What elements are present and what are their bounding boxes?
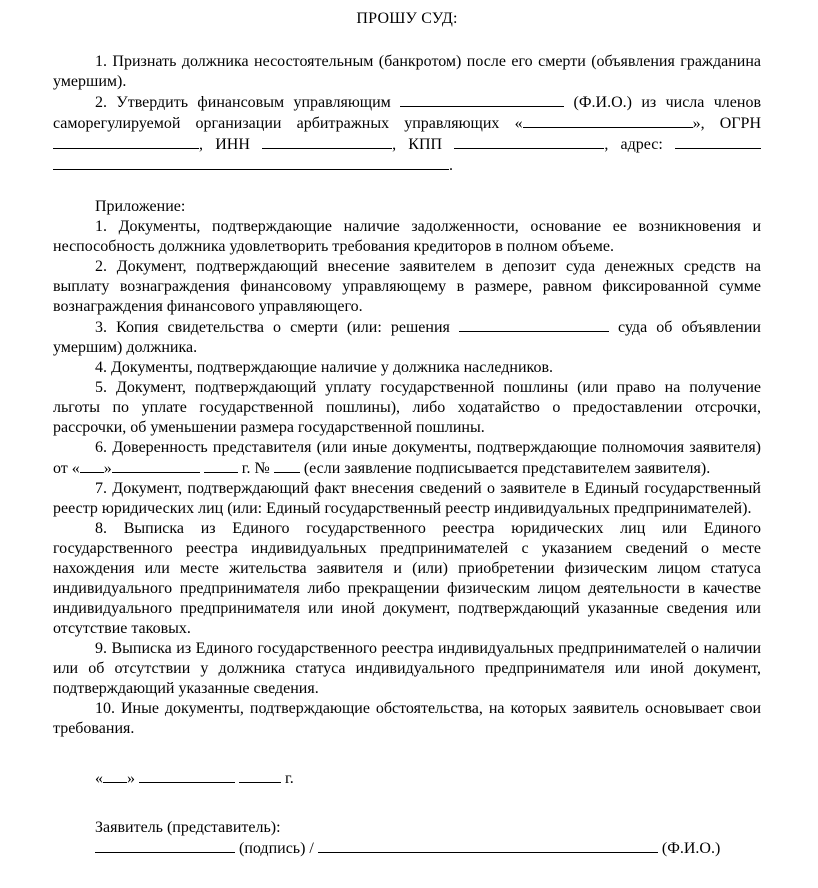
manager-name-blank[interactable] (400, 92, 564, 107)
request-item-2-text-g: . (449, 157, 453, 174)
signature-blank[interactable] (95, 838, 235, 853)
appendix-heading: Приложение: (95, 198, 186, 215)
signer-name-blank[interactable] (318, 838, 658, 853)
address-blank-2[interactable] (53, 155, 449, 170)
appendix-item-6 (53, 438, 761, 479)
signature-label: Заявитель (представитель): (95, 819, 281, 836)
poa-month-blank[interactable] (112, 458, 200, 473)
court-decision-blank[interactable] (459, 317, 609, 332)
appendix-item-3 (53, 317, 761, 358)
appendix-item-9: 9. Выписка из Единого государственного реестра индивидуальных предпринимателей о наличии или об отсутствии у должника статуса индивидуального предпринимателя или иной документ, подтверждающий указанные сведения. (53, 640, 761, 697)
appendix-item-10: 10. Иные документы, подтверждающие обстоятельства, на которых заявитель основывает свои требования. (53, 700, 761, 737)
requests-section (53, 52, 761, 176)
appendix-item-3-text-b: суда об объявлении умершим) должника. (53, 319, 761, 356)
address-blank-1[interactable] (675, 134, 761, 149)
appendix-item-6-text-d: (если заявление подписывается представителем заявителя). (303, 460, 711, 477)
ogrn-blank[interactable] (53, 134, 199, 149)
date-month-blank[interactable] (139, 768, 235, 783)
signature-line (53, 838, 761, 859)
appendix-item-6-text-a: 6. Доверенность представителя (или иные документы, подтверждающие полномочия заявителя) от « (53, 439, 761, 477)
request-item-2 (53, 92, 761, 176)
appendix-item-1: 1. Документы, подтверждающие наличие задолженности, основание ее возникновения и неспособность должника удовлетворить требования кредиторов в полном объеме. (53, 218, 761, 255)
appendix-item-2: 2. Документ, подтверждающий внесение заявителем в депозит суда денежных средств на выплату вознаграждения финансовому управляющему в размере, равном фиксированной сумме вознаграждения финансового управляющего. (53, 258, 761, 315)
poa-day-blank[interactable] (80, 458, 104, 473)
poa-number-blank[interactable] (274, 458, 300, 473)
request-item-2-text-c: », ОГРН (692, 115, 761, 132)
document-page (53, 0, 761, 859)
date-open-quote: « (95, 770, 103, 787)
kpp-blank[interactable] (454, 134, 604, 149)
appendix-item-6-text-c: г. № (241, 460, 270, 477)
request-item-2-text-f: , адрес: (604, 136, 663, 153)
appendix-item-3-text-a: 3. Копия свидетельства о смерти (или: решения (95, 319, 450, 336)
inn-blank[interactable] (262, 134, 392, 149)
appendix-item-6-text-b: » (103, 460, 112, 477)
sro-name-blank[interactable] (523, 113, 693, 128)
date-day-blank[interactable] (103, 768, 127, 783)
appendix-item-7: 7. Документ, подтверждающий факт внесения сведений о заявителе в Единый государственный реестр юридических лиц (или: Единый государственный реестр индивидуальных предпринимателей). (53, 480, 761, 517)
appendix-section (53, 197, 761, 739)
document-title: ПРОШУ СУД: (356, 10, 458, 27)
date-close-quote: » (127, 770, 135, 787)
request-item-2-text-b: (Ф.И.О.) из числа членов саморегулируемой организации арбитражных управляющих « (53, 94, 762, 132)
request-item-2-text-d: , ИНН (199, 136, 250, 153)
signature-caption: (подпись) / (239, 840, 314, 857)
signer-name-caption: (Ф.И.О.) (661, 840, 721, 857)
date-year-suffix: г. (285, 770, 294, 787)
request-item-2-text-e: , КПП (392, 136, 443, 153)
date-year-blank[interactable] (239, 768, 281, 783)
poa-year-blank[interactable] (204, 458, 238, 473)
request-item-2-text-a: 2. Утвердить финансовым управляющим (95, 94, 391, 111)
request-item-1: 1. Признать должника несостоятельным (банкротом) после его смерти (объявления гражданина умершим). (53, 53, 761, 90)
appendix-item-5: 5. Документ, подтверждающий уплату государственной пошлины (или право на получение льготы по уплате государственной пошлины), либо ходатайство о предоставлении отсрочки, рассрочки, об уменьшении размера государственной пошлины. (53, 379, 761, 436)
date-line (53, 768, 761, 789)
appendix-item-4: 4. Документы, подтверждающие наличие у должника наследников. (95, 359, 554, 376)
appendix-item-8: 8. Выписка из Единого государственного реестра юридических лиц или Единого государственного реестра индивидуальных предпринимателей с указанием сведений о месте нахождения или месте жительства заявителя и (или) приобретении физическим лицом статуса индивидуального предпринимателя либо прекращении физическим лицом деятельности в качестве индивидуального предпринимателя или иной документ, подтверждающий указанные сведения или отсутствие таковых. (53, 520, 761, 637)
